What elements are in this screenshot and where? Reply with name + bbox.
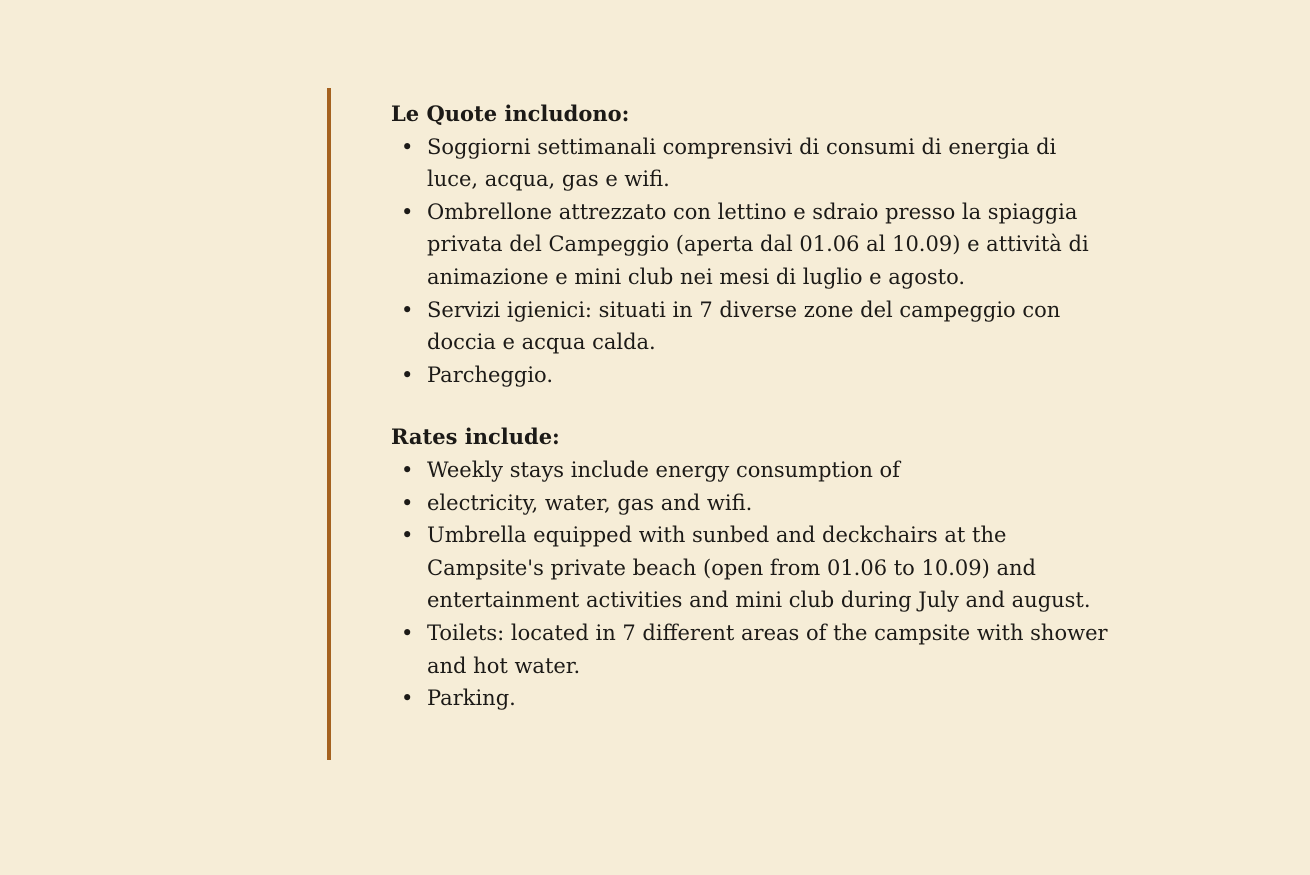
list-item-text: Weekly stays include energy consumption of <box>427 457 900 482</box>
bullet-icon: • <box>401 686 414 711</box>
list-item <box>391 196 1111 294</box>
list-item <box>391 131 1111 196</box>
list-item <box>391 519 1111 617</box>
list-item-text: Umbrella equipped with sunbed and deckchairs at the Campsite's private beach (open from 01.06 to 10.09) and entertainment activities and mini club during July and august. <box>427 523 1091 613</box>
italian-section-title: Le Quote includono: <box>391 101 630 126</box>
bullet-icon: • <box>401 523 414 548</box>
italian-section <box>391 98 1111 391</box>
bullet-icon: • <box>401 297 414 322</box>
bullet-icon: • <box>401 199 414 224</box>
bullet-icon: • <box>401 457 414 482</box>
list-item-text: Servizi igienici: situati in 7 diverse zone del campeggio con doccia e acqua calda. <box>427 297 1061 355</box>
list-item-text: electricity, water, gas and wifi. <box>427 490 753 515</box>
english-section <box>391 421 1111 714</box>
english-section-title: Rates include: <box>391 424 560 450</box>
accent-bar <box>327 88 331 760</box>
english-list <box>391 454 1111 715</box>
bullet-icon: • <box>401 362 414 387</box>
rates-panel <box>327 88 1127 760</box>
list-item-text: Parcheggio. <box>427 362 554 387</box>
bullet-icon: • <box>401 490 414 515</box>
list-item <box>391 454 1111 487</box>
list-item <box>391 487 1111 520</box>
list-item <box>391 682 1111 715</box>
list-item <box>391 294 1111 359</box>
rates-content <box>391 98 1111 715</box>
bullet-icon: • <box>401 620 414 645</box>
list-item <box>391 359 1111 392</box>
list-item <box>391 617 1111 682</box>
italian-list <box>391 131 1111 392</box>
section-spacer <box>391 391 1111 421</box>
list-item-text: Ombrellone attrezzato con lettino e sdraio presso la spiaggia privata del Campeggio (aperta dal 01.06 al 10.09) e attività di animazione e mini club nei mesi di luglio e agosto. <box>427 199 1089 289</box>
list-item-text: Soggiorni settimanali comprensivi di consumi di energia di luce, acqua, gas e wifi. <box>427 134 1057 192</box>
list-item-text: Parking. <box>427 686 516 711</box>
bullet-icon: • <box>401 134 414 159</box>
list-item-text: Toilets: located in 7 different areas of the campsite with shower and hot water. <box>427 620 1108 678</box>
